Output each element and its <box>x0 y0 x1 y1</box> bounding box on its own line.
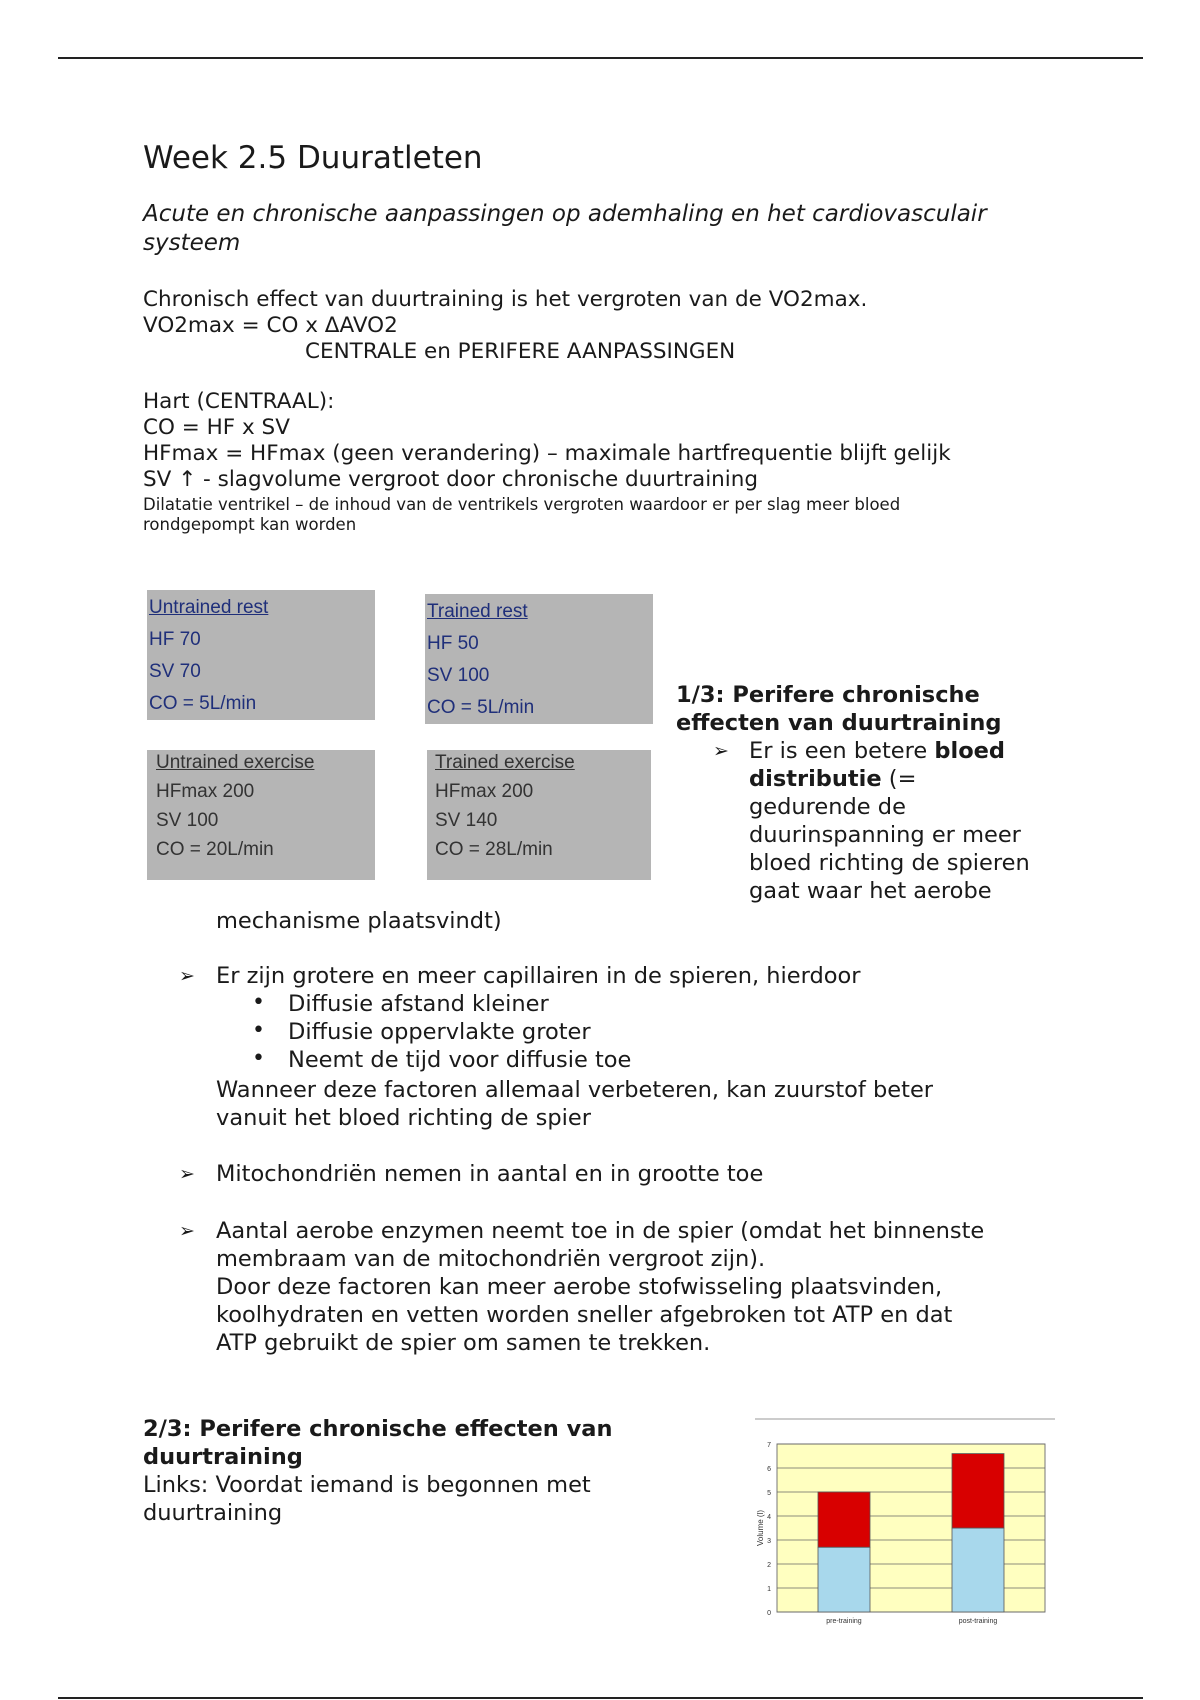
chart-bar-segment <box>818 1547 870 1612</box>
bullet2-item-2: Diffusie oppervlakte groter <box>288 1019 591 1045</box>
page-title: Week 2.5 Duuratleten <box>143 140 483 176</box>
chart-y-tick-label: 4 <box>767 1514 771 1521</box>
box-co: CO = 28L/min <box>435 839 553 860</box>
trained-exercise-box <box>427 750 651 880</box>
intro-line-1: Chronisch effect van duurtraining is het vergroten van de VO2max. <box>143 287 868 312</box>
top-rule <box>58 57 1143 59</box>
bullet2-item-1: Diffusie afstand kleiner <box>288 991 549 1017</box>
section2-text-line1: Links: Voordat iemand is begonnen met <box>143 1472 591 1498</box>
box-sv: SV 70 <box>149 661 201 682</box>
intro-line-3: CENTRALE en PERIFERE AANPASSINGEN <box>305 339 736 364</box>
page-subtitle: Acute en chronische aanpassingen op ademhaling en het cardiovasculair systeem <box>143 201 987 256</box>
bullet1-line5: bloed richting de spieren <box>749 850 1030 876</box>
bullet4-line4: koolhydraten en vetten worden sneller afgebroken tot ATP en dat <box>216 1302 953 1328</box>
chart-y-tick-label: 6 <box>767 1466 771 1473</box>
bullet4-line1: Aantal aerobe enzymen neemt toe in de spier (omdat het binnenste <box>216 1218 985 1244</box>
chart-y-tick-label: 1 <box>767 1586 771 1593</box>
heart-line-1: Hart (CENTRAAL): <box>143 389 335 414</box>
box-sv: SV 140 <box>435 810 498 831</box>
arrow-bullet-icon: ➢ <box>179 1163 195 1185</box>
arrow-bullet-icon: ➢ <box>179 965 195 987</box>
bullet1-after: (= <box>881 766 917 792</box>
heart-line-5: Dilatatie ventrikel – de inhoud van de ventrikels vergroten waardoor er per slag meer bloed <box>143 495 901 514</box>
heart-line-4: SV ↑ - slagvolume vergroot door chronische duurtraining <box>143 467 759 492</box>
bullet1-bold-2: distributie <box>749 766 882 792</box>
box-title: Untrained rest <box>149 597 269 618</box>
dot-bullet-icon: • <box>252 1018 265 1043</box>
arrow-bullet-icon: ➢ <box>713 740 729 762</box>
bullet4-line3: Door deze factoren kan meer aerobe stofwisseling plaatsvinden, <box>216 1274 943 1300</box>
heart-line-2: CO = HF x SV <box>143 415 290 440</box>
untrained-exercise-box <box>147 750 375 880</box>
chart-y-tick-label: 7 <box>767 1442 771 1449</box>
bullet1-line1 <box>749 737 1005 765</box>
chart-bar-segment <box>818 1492 870 1547</box>
plot-area <box>777 1444 1045 1612</box>
bullet3-line: Mitochondriën nemen in aantal en in grootte toe <box>216 1161 764 1187</box>
box-hf: HF 70 <box>149 629 201 650</box>
section1-heading-line1: 1/3: Perifere chronische <box>676 682 980 708</box>
arrow-bullet-icon: ➢ <box>179 1220 195 1242</box>
bullet1-line7: mechanisme plaatsvindt) <box>216 908 502 934</box>
bullet1-line3: gedurende de <box>749 794 906 820</box>
trained-rest-box <box>425 594 653 724</box>
box-sv: SV 100 <box>156 810 219 831</box>
bullet1-text: Er is een betere <box>749 738 935 764</box>
section2-heading-line1: 2/3: Perifere chronische effecten van <box>143 1416 613 1442</box>
chart-bar-segment <box>952 1528 1004 1612</box>
chart-x-tick-label: pre-training <box>826 1618 862 1625</box>
chart-y-tick-label: 5 <box>767 1490 771 1497</box>
bullet2-note-line1: Wanneer deze factoren allemaal verbeteren, kan zuurstof beter <box>216 1077 934 1103</box>
box-hf: HFmax 200 <box>156 781 255 802</box>
chart-x-tick-label: post-training <box>958 1618 998 1625</box>
chart-x-labels <box>826 1618 997 1625</box>
bullet1-line2 <box>749 765 916 793</box>
box-title: Trained exercise <box>435 752 575 773</box>
bullet2-item-3: Neemt de tijd voor diffusie toe <box>288 1047 632 1073</box>
chart-y-tick-label: 3 <box>767 1538 771 1545</box>
heart-line-6: rondgepompt kan worden <box>143 515 357 534</box>
section1-heading-line2: effecten van duurtraining <box>676 710 1002 736</box>
box-hf: HFmax 200 <box>435 781 534 802</box>
section2-heading-line2: duurtraining <box>143 1444 303 1470</box>
intro-line-2: VO2max = CO x ΔAVO2 <box>143 313 398 338</box>
bullet4-line5: ATP gebruikt de spier om samen te trekken. <box>216 1330 711 1356</box>
box-co: CO = 5L/min <box>427 697 535 718</box>
bullet1-line4: duurinspanning er meer <box>749 822 1021 848</box>
box-title: Untrained exercise <box>156 752 315 773</box>
section2-text-line2: duurtraining <box>143 1500 283 1526</box>
bullet2-line: Er zijn grotere en meer capillairen in de spieren, hierdoor <box>216 963 861 989</box>
chart-y-tick-label: 0 <box>767 1610 771 1617</box>
box-sv: SV 100 <box>427 665 490 686</box>
chart-y-tick-label: 2 <box>767 1562 771 1569</box>
heart-line-3: HFmax = HFmax (geen verandering) – maximale hartfrequentie blijft gelijk <box>143 441 951 466</box>
bottom-rule <box>58 1697 1143 1699</box>
box-co: CO = 20L/min <box>156 839 274 860</box>
box-hf: HF 50 <box>427 633 479 654</box>
bullet1-bold: bloed <box>934 738 1006 764</box>
dot-bullet-icon: • <box>252 1046 265 1071</box>
box-title: Trained rest <box>427 601 528 622</box>
chart-bar-segment <box>952 1454 1004 1528</box>
bullet2-note-line2: vanuit het bloed richting de spier <box>216 1105 592 1131</box>
bullet4-line2: membraam van de mitochondriën vergroot zijn). <box>216 1246 766 1272</box>
stacked-bar-chart <box>755 1418 1055 1630</box>
bullet1-line6: gaat waar het aerobe <box>749 878 992 904</box>
untrained-rest-box <box>147 590 375 720</box>
dot-bullet-icon: • <box>252 990 265 1015</box>
chart-y-ticks <box>767 1442 771 1617</box>
box-co: CO = 5L/min <box>149 693 257 714</box>
chart-y-axis-label: Volume (l) <box>756 1509 765 1547</box>
